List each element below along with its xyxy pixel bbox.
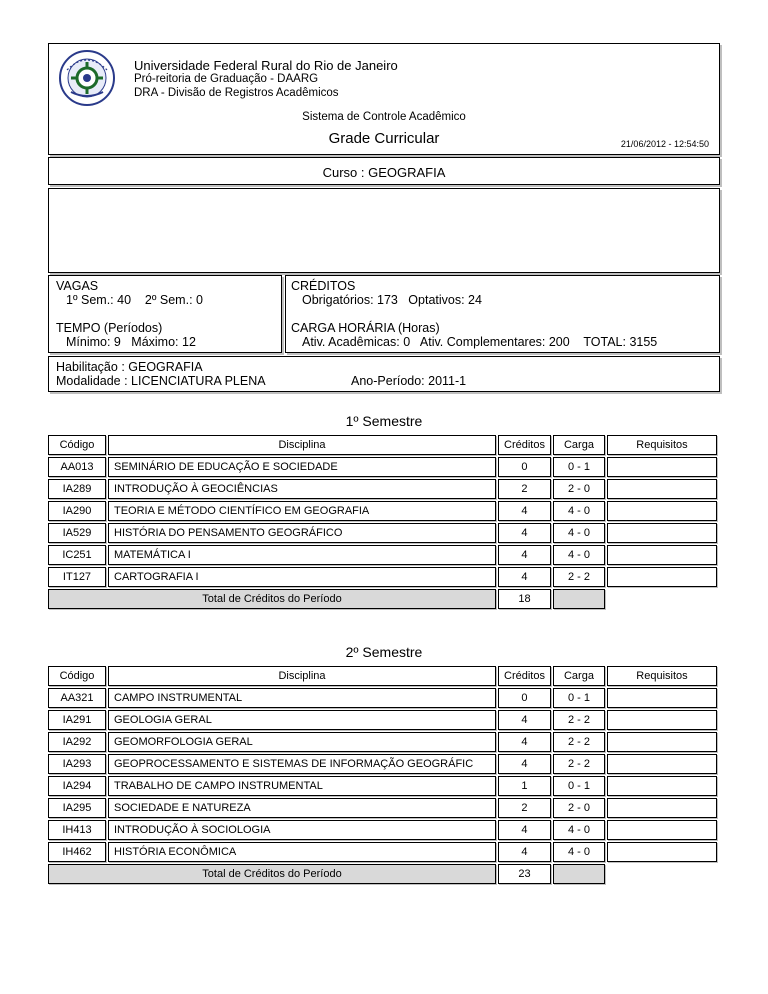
course-credits: 4: [498, 567, 551, 587]
course-load: 0 - 1: [553, 688, 605, 708]
total-value: 23: [498, 864, 551, 884]
course-requirements: [607, 688, 717, 708]
course-credits: 4: [498, 545, 551, 565]
course-requirements: [607, 776, 717, 796]
table-row: [48, 523, 717, 543]
col-codigo: Código: [48, 666, 106, 686]
table-row: [48, 457, 717, 477]
course-requirements: [607, 479, 717, 499]
carga-title: CARGA HORÁRIA (Horas): [291, 321, 440, 335]
table-row: [48, 820, 717, 840]
course-code: IA291: [48, 710, 106, 730]
total-filler: [553, 864, 605, 884]
course-code: IA292: [48, 732, 106, 752]
table-row: [48, 754, 717, 774]
course-credits: 1: [498, 776, 551, 796]
course-load: 2 - 2: [553, 710, 605, 730]
course-load: 2 - 2: [553, 754, 605, 774]
total-label: Total de Créditos do Período: [48, 589, 496, 609]
course-load: 4 - 0: [553, 820, 605, 840]
semester-1-table: [46, 433, 719, 611]
ano-periodo-label: Ano-Período: 2011-1: [351, 374, 467, 388]
course-credits: 4: [498, 754, 551, 774]
course-code: IC251: [48, 545, 106, 565]
table-row: [48, 479, 717, 499]
course-requirements: [607, 457, 717, 477]
col-disciplina: Disciplina: [108, 435, 496, 455]
col-creditos: Créditos: [498, 666, 551, 686]
course-requirements: [607, 754, 717, 774]
course-label: Curso : GEOGRAFIA: [322, 165, 446, 180]
course-requirements: [607, 501, 717, 521]
carga-line: Ativ. Acadêmicas: 0 Ativ. Complementares: 200 TOTAL: 3155: [302, 335, 658, 349]
habilitacao-label: Habilitação : GEOGRAFIA: [56, 360, 203, 374]
table-row: [48, 567, 717, 587]
course-name: MATEMÁTICA I: [108, 545, 496, 565]
course-load: 4 - 0: [553, 501, 605, 521]
table-row: [48, 710, 717, 730]
table-row: [48, 776, 717, 796]
course-box: [48, 157, 720, 185]
course-code: IA290: [48, 501, 106, 521]
course-requirements: [607, 798, 717, 818]
course-requirements: [607, 523, 717, 543]
blank-box: [48, 188, 720, 273]
university-logo-icon: [57, 48, 117, 108]
table-header-row: [48, 666, 717, 686]
total-blank: [607, 864, 717, 884]
course-requirements: [607, 710, 717, 730]
course-credits: 4: [498, 501, 551, 521]
course-load: 0 - 1: [553, 457, 605, 477]
dept-line-2: DRA - Divisão de Registros Acadêmicos: [134, 87, 339, 99]
course-credits: 4: [498, 732, 551, 752]
vagas-line: 1º Sem.: 40 2º Sem.: 0: [66, 293, 203, 307]
course-credits: 4: [498, 710, 551, 730]
col-requisitos: Requisitos: [607, 435, 717, 455]
total-filler: [553, 589, 605, 609]
tempo-line: Mínimo: 9 Máximo: 12: [66, 335, 196, 349]
system-name: Sistema de Controle Acadêmico: [302, 111, 466, 123]
dept-line-1: Pró-reitoria de Graduação - DAARG: [134, 73, 319, 85]
total-row: [48, 864, 717, 884]
course-name: SOCIEDADE E NATUREZA: [108, 798, 496, 818]
course-load: 2 - 0: [553, 479, 605, 499]
timestamp: 21/06/2012 - 12:54:50: [620, 139, 709, 149]
col-codigo: Código: [48, 435, 106, 455]
total-label: Total de Créditos do Período: [48, 864, 496, 884]
table-row: [48, 545, 717, 565]
semester-2-title: 2º Semestre: [345, 644, 423, 660]
course-code: IH462: [48, 842, 106, 862]
course-name: CARTOGRAFIA I: [108, 567, 496, 587]
col-requisitos: Requisitos: [607, 666, 717, 686]
course-name: TRABALHO DE CAMPO INSTRUMENTAL: [108, 776, 496, 796]
course-code: AA321: [48, 688, 106, 708]
total-blank: [607, 589, 717, 609]
course-code: IH413: [48, 820, 106, 840]
course-load: 4 - 0: [553, 523, 605, 543]
course-credits: 0: [498, 457, 551, 477]
col-creditos: Créditos: [498, 435, 551, 455]
col-disciplina: Disciplina: [108, 666, 496, 686]
course-code: IA293: [48, 754, 106, 774]
course-load: 4 - 0: [553, 545, 605, 565]
course-name: HISTÓRIA DO PENSAMENTO GEOGRÁFICO: [108, 523, 496, 543]
creditos-box: [285, 275, 720, 353]
semester-1-title: 1º Semestre: [345, 413, 423, 429]
header-box: [48, 43, 720, 155]
vagas-title: VAGAS: [56, 279, 99, 293]
course-code: IA294: [48, 776, 106, 796]
vagas-box: [48, 275, 282, 353]
university-name: Universidade Federal Rural do Rio de Janeiro: [134, 58, 398, 73]
col-carga: Carga: [553, 666, 605, 686]
course-name: GEOPROCESSAMENTO E SISTEMAS DE INFORMAÇÃO GEOGRÁFIC: [108, 754, 496, 774]
course-name: TEORIA E MÉTODO CIENTÍFICO EM GEOGRAFIA: [108, 501, 496, 521]
course-code: IA295: [48, 798, 106, 818]
tempo-title: TEMPO (Períodos): [56, 321, 163, 335]
course-name: INTRODUÇÃO À GEOCIÊNCIAS: [108, 479, 496, 499]
course-load: 2 - 2: [553, 567, 605, 587]
course-requirements: [607, 820, 717, 840]
course-requirements: [607, 732, 717, 752]
course-code: IA289: [48, 479, 106, 499]
page-title: Grade Curricular: [328, 130, 440, 147]
table-row: [48, 732, 717, 752]
course-name: GEOMORFOLOGIA GERAL: [108, 732, 496, 752]
semester-2-table: [46, 664, 719, 886]
total-row: [48, 589, 717, 609]
course-credits: 2: [498, 479, 551, 499]
table-row: [48, 688, 717, 708]
course-name: GEOLOGIA GERAL: [108, 710, 496, 730]
course-requirements: [607, 567, 717, 587]
course-credits: 4: [498, 523, 551, 543]
total-value: 18: [498, 589, 551, 609]
course-code: IT127: [48, 567, 106, 587]
course-load: 4 - 0: [553, 842, 605, 862]
course-name: INTRODUÇÃO À SOCIOLOGIA: [108, 820, 496, 840]
table-header-row: [48, 435, 717, 455]
course-requirements: [607, 842, 717, 862]
course-credits: 4: [498, 820, 551, 840]
modalidade-label: Modalidade : LICENCIATURA PLENA: [56, 374, 266, 388]
course-code: IA529: [48, 523, 106, 543]
creditos-title: CRÉDITOS: [291, 279, 356, 293]
course-code: AA013: [48, 457, 106, 477]
course-credits: 2: [498, 798, 551, 818]
course-load: 2 - 0: [553, 798, 605, 818]
col-carga: Carga: [553, 435, 605, 455]
course-requirements: [607, 545, 717, 565]
course-load: 0 - 1: [553, 776, 605, 796]
creditos-line: Obrigatórios: 173 Optativos: 24: [302, 293, 482, 307]
course-credits: 0: [498, 688, 551, 708]
habilitacao-box: [48, 356, 720, 392]
table-row: [48, 842, 717, 862]
course-name: HISTÓRIA ECONÔMICA: [108, 842, 496, 862]
table-row: [48, 501, 717, 521]
table-row: [48, 798, 717, 818]
course-load: 2 - 2: [553, 732, 605, 752]
course-name: CAMPO INSTRUMENTAL: [108, 688, 496, 708]
course-name: SEMINÁRIO DE EDUCAÇÃO E SOCIEDADE: [108, 457, 496, 477]
course-credits: 4: [498, 842, 551, 862]
